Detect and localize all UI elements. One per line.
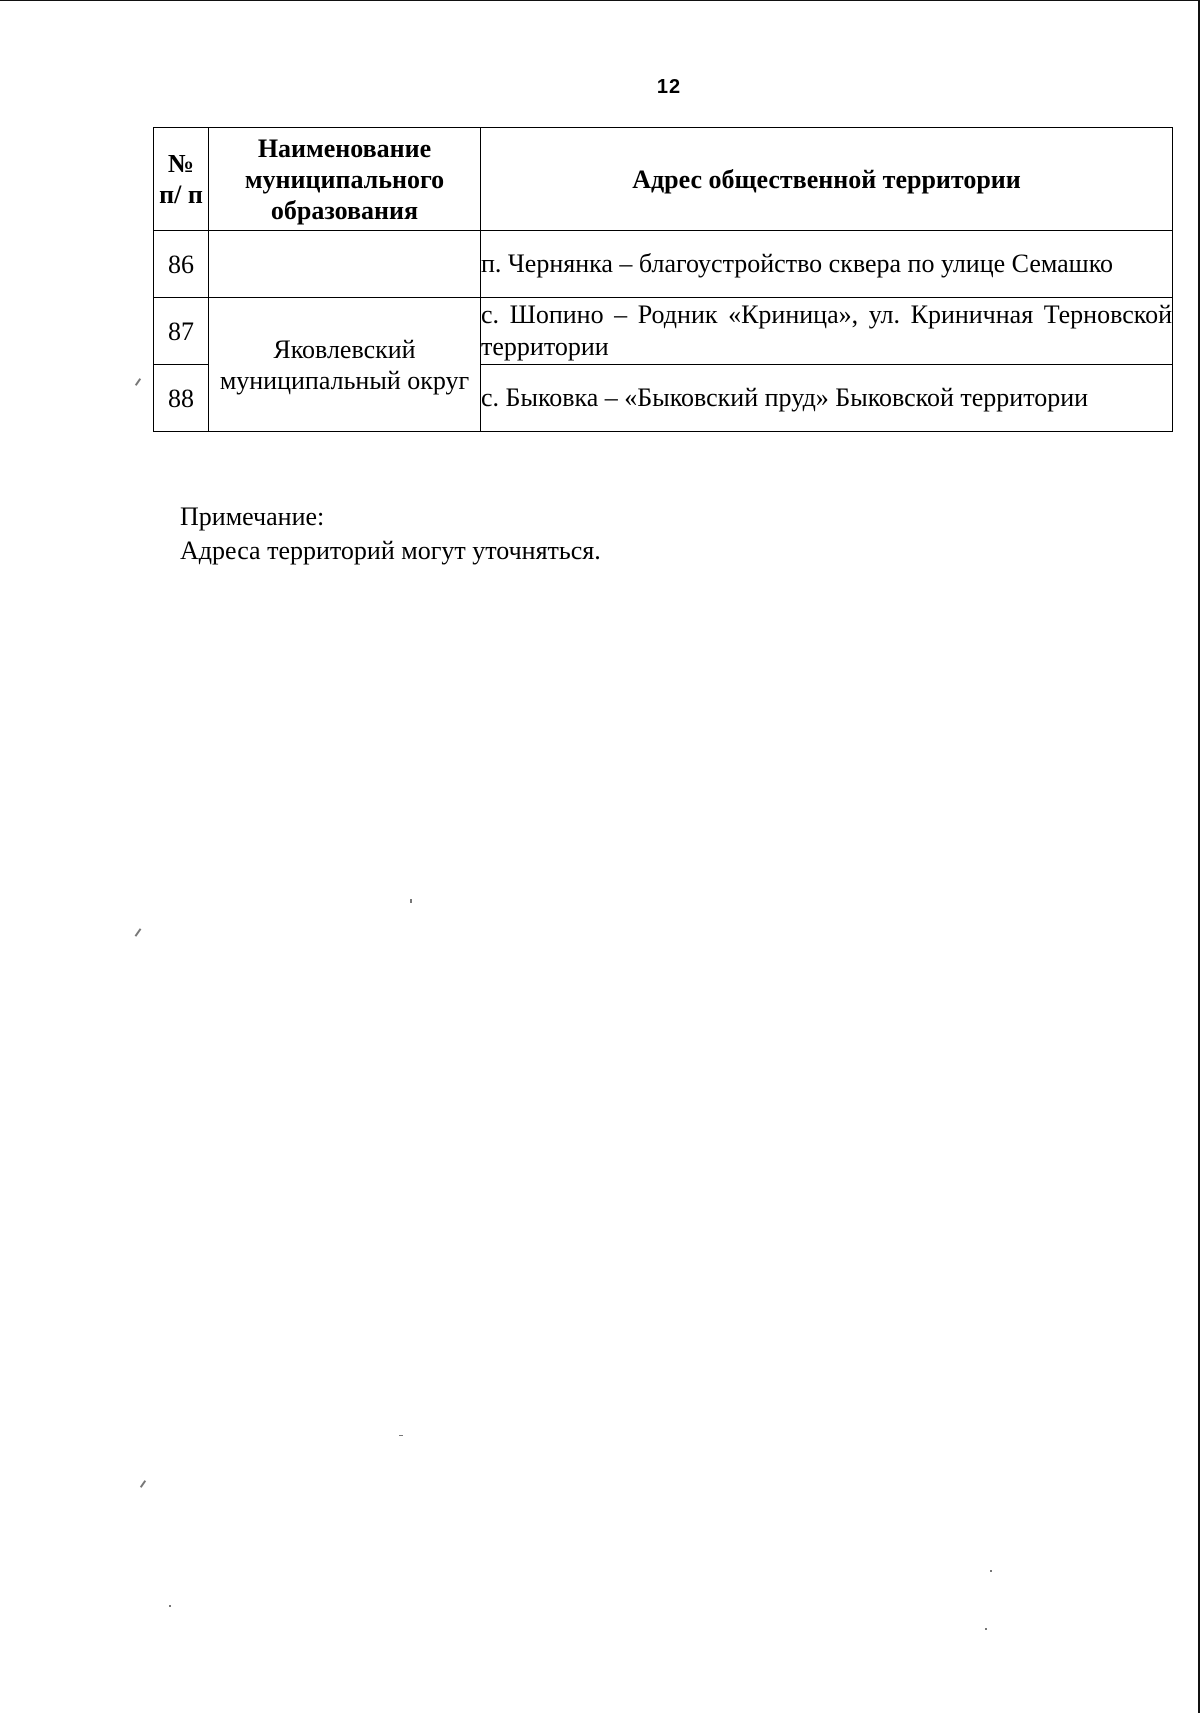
row-municipality [209,231,481,298]
row-num: 87 [154,298,209,365]
scan-speck [169,1605,171,1607]
note-text: Адреса территорий могут уточняться. [180,536,601,565]
header-municipality: Наименование муниципального образования [209,128,481,231]
row-municipality: Яковлевский муниципальный округ [209,298,481,432]
table-row [154,231,1173,298]
row-address: п. Чернянка – благоустройство сквера по улице Семашко [481,231,1173,298]
scan-speck [985,1628,987,1630]
row-num: 86 [154,231,209,298]
row-num: 88 [154,365,209,432]
territories-table [153,127,1173,432]
scan-speck [990,1570,992,1572]
header-num: № п/ п [154,128,209,231]
table-row [154,298,1173,365]
table-header-row [154,128,1173,231]
row-address: с. Быковка – «Быковский пруд» Быковской территории [481,365,1173,432]
row-address: с. Шопино – Родник «Криница», ул. Криничная Терновской территории [481,298,1173,365]
header-address: Адрес общественной территории [481,128,1173,231]
note-block [180,500,601,568]
note-label: Примечание: [180,502,325,531]
scan-speck [410,899,412,903]
page-number: 12 [656,76,682,98]
scan-speck [399,1435,403,1436]
